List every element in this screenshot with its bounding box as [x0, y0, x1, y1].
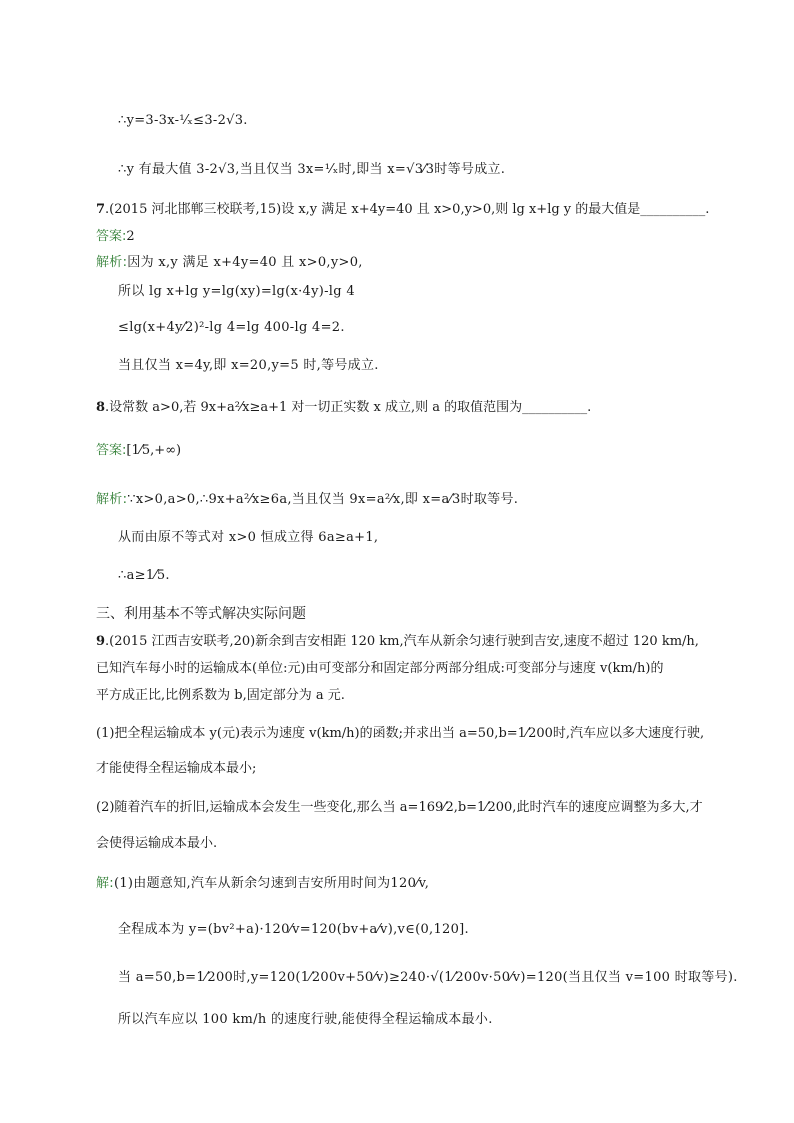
question-8-solution-1 — [96, 490, 518, 510]
question-9-solution-2: 全程成本为 y=(bv²+a)·120⁄v=120(bv+a⁄v),v∈(0,120]. — [118, 922, 469, 937]
question-8-answer — [96, 441, 181, 461]
solution-text: ∵x>0,a>0,∴9x+a²⁄x≥6a,当且仅当 9x=a²⁄x,即 x=a⁄3时取等号. — [127, 492, 519, 507]
question-7-number: 7 — [96, 202, 106, 217]
question-7-solution-1 — [96, 253, 363, 273]
question-9-line-2: 已知汽车每小时的运输成本(单位:元)由可变部分和固定部分两部分组成:可变部分与速度 v(km/h)的 — [96, 661, 664, 676]
question-9-solution-3: 当 a=50,b=1⁄200时,y=120(1⁄200v+50⁄v)≥240·√(1⁄200v·50⁄v)=120(当且仅当 v=100 时取等号). — [118, 970, 738, 985]
question-7-answer — [96, 227, 135, 247]
answer-label: 答案: — [96, 443, 127, 458]
question-8-text: .设常数 a>0,若 9x+a²⁄x≥a+1 对一切正实数 x 成立,则 a 的取值范围为__________. — [105, 400, 592, 415]
answer-label: 答案: — [96, 229, 127, 244]
solution-label: 解析: — [96, 492, 128, 507]
question-8-solution-3: ∴a≥1⁄5. — [118, 568, 170, 583]
question-9-part-2b: 会使得运输成本最小. — [96, 836, 218, 851]
solution-label: 解: — [96, 876, 114, 891]
question-9-part-1b: 才能使得全程运输成本最小; — [96, 761, 257, 776]
solution-text: (1)由题意知,汽车从新余匀速到吉安所用时间为120⁄v, — [113, 876, 430, 891]
section-heading-3: 三、利用基本不等式解决实际问题 — [96, 606, 306, 622]
question-9-solution-1 — [96, 874, 429, 894]
question-8 — [96, 398, 591, 418]
line-y-maximum: ∴y 有最大值 3-2√3,当且仅当 3x=¹⁄ₓ时,即当 x=√3⁄3时等号成立. — [118, 162, 506, 177]
question-7-solution-2: 所以 lg x+lg y=lg(xy)=lg(x·4y)-lg 4 — [118, 284, 355, 299]
question-9-part-1a: (1)把全程运输成本 y(元)表示为速度 v(km/h)的函数;并求出当 a=50,b=1⁄200时,汽车应以多大速度行驶, — [96, 726, 705, 741]
answer-value: 2 — [126, 229, 135, 244]
question-9-number: 9 — [96, 634, 106, 649]
question-8-solution-2: 从而由原不等式对 x>0 恒成立得 6a≥a+1, — [118, 530, 379, 545]
question-9-line-1 — [96, 632, 699, 652]
question-7-solution-3: ≤lg(x+4y⁄2)²-lg 4=lg 400-lg 4=2. — [118, 320, 345, 335]
line-y-inequality: ∴y=3-3x-¹⁄ₓ≤3-2√3. — [118, 113, 248, 128]
question-7-text: .(2015 河北邯郸三校联考,15)设 x,y 满足 x+4y=40 且 x>0,y>0,则 lg x+lg y 的最大值是__________. — [105, 202, 710, 217]
answer-value: [1⁄5,+∞) — [126, 443, 182, 458]
question-9-part-2a: (2)随着汽车的折旧,运输成本会发生一些变化,那么当 a=169⁄2,b=1⁄200,此时汽车的速度应调整为多大,才 — [96, 800, 703, 815]
question-7-solution-4: 当且仅当 x=4y,即 x=20,y=5 时,等号成立. — [118, 358, 379, 373]
solution-label: 解析: — [96, 255, 128, 270]
question-9-solution-4: 所以汽车应以 100 km/h 的速度行驶,能使得全程运输成本最小. — [118, 1012, 493, 1027]
solution-text: 因为 x,y 满足 x+4y=40 且 x>0,y>0, — [127, 255, 363, 270]
question-7 — [96, 200, 709, 220]
question-8-number: 8 — [96, 400, 106, 415]
question-9-text: .(2015 江西吉安联考,20)新余到吉安相距 120 km,汽车从新余匀速行驶到吉安,速度不超过 120 km/h, — [105, 634, 699, 649]
question-9-line-3: 平方成正比,比例系数为 b,固定部分为 a 元. — [96, 688, 345, 703]
